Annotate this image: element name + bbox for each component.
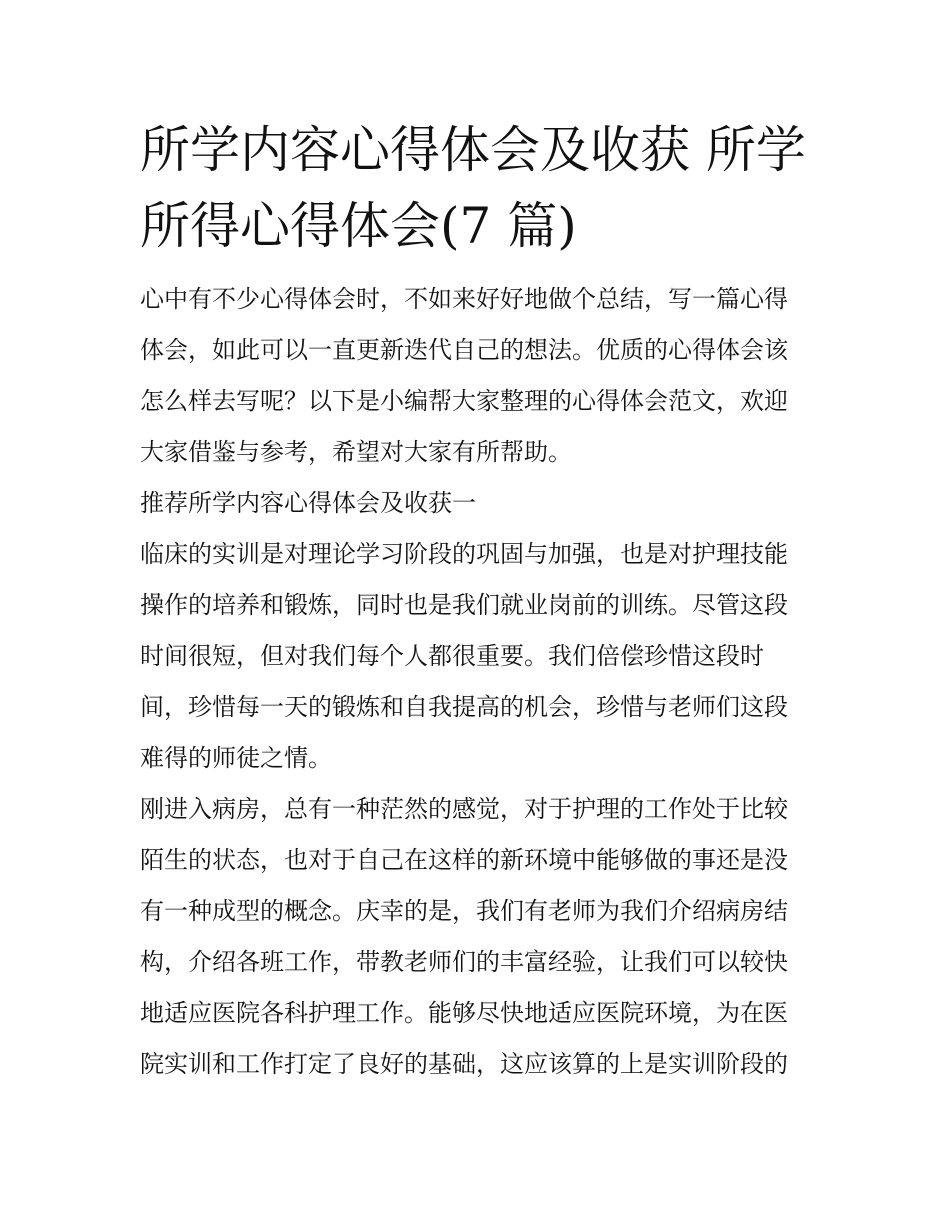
- paragraph-1-line-5: 难得的师徒之情。: [140, 744, 332, 772]
- paragraph-2-line-5: 地适应医院各科护理工作。能够尽快地适应医院环境，为在医: [140, 999, 788, 1027]
- paragraph-2-line-2: 陌生的状态，也对于自己在这样的新环境中能够做的事还是没: [140, 846, 788, 874]
- paragraph-1-line-2: 操作的培养和锻炼，同时也是我们就业岗前的训练。尽管这段: [140, 591, 788, 619]
- intro-line-2: 体会，如此可以一直更新迭代自己的想法。优质的心得体会该: [140, 336, 788, 364]
- paragraph-2-line-4: 构，介绍各班工作，带教老师们的丰富经验，让我们可以较快: [140, 948, 788, 976]
- paragraph-2-line-6: 院实训和工作打定了良好的基础，这应该算的上是实训阶段的: [140, 1050, 788, 1078]
- section-heading-1: 推荐所学内容心得体会及收获一: [140, 489, 476, 517]
- intro-line-3: 怎么样去写呢？以下是小编帮大家整理的心得体会范文，欢迎: [140, 387, 788, 415]
- intro-line-1: 心中有不少心得体会时，不如来好好地做个总结，写一篇心得: [140, 285, 788, 313]
- document-title: 所学内容心得体会及收获 所学 所得心得体会(7 篇): [140, 121, 806, 255]
- paragraph-2-line-3: 有一种成型的概念。庆幸的是，我们有老师为我们介绍病房结: [140, 897, 788, 925]
- paragraph-1-line-4: 间，珍惜每一天的锻炼和自我提高的机会，珍惜与老师们这段: [140, 693, 788, 721]
- document-body: [140, 274, 820, 1090]
- paragraph-1-line-3: 时间很短，但对我们每个人都很重要。我们倍偿珍惜这段时: [140, 642, 764, 670]
- paragraph-2-line-1: 刚进入病房，总有一种茫然的感觉，对于护理的工作处于比较: [140, 795, 788, 823]
- paragraph-1-line-1: 临床的实训是对理论学习阶段的巩固与加强，也是对护理技能: [140, 540, 788, 568]
- intro-line-4: 大家借鉴与参考，希望对大家有所帮助。: [140, 438, 572, 466]
